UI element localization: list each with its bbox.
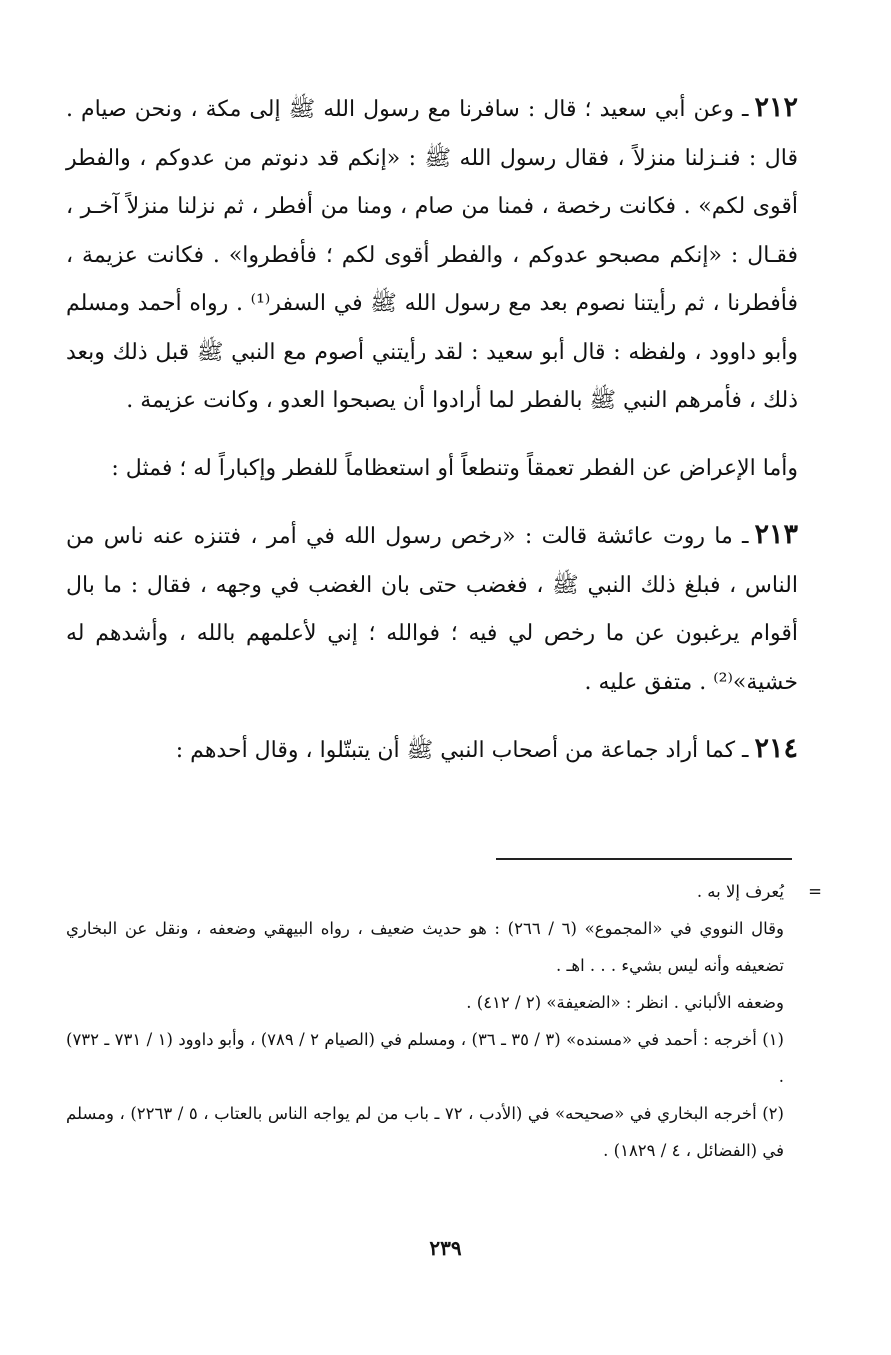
hadith-text: ـ وعن أبي سعيد ؛ قال : سافرنا مع رسول الله ﷺ إلى مكة ، ونحن صيام . قال : فنـزلنا منزلاً ، فقال رسول الله ﷺ : «إنكم قد دنوتم من عدوكم ، والفطر أقوى لكم» . فكانت رخصة ، فمنا من صام ، ومنا من أفطر ، ثم نزلنا منزلاً آخـر ، فقـال : «إنكم مصبحو عدوكم ، والفطر أقوى لكم ؛ فأفطروا» . فكانت عزيمة ، فأفطرنا ، ثم رأيتنا نصوم بعد مع رسول الله ﷺ في السفر⁽¹⁾ . رواه أحمد ومسلم وأبو داوود ، ولفظه : قال أبو سعيد : لقد رأيتني أصوم مع النبي ﷺ قبل ذلك وبعد ذلك ، فأمرهم النبي ﷺ بالفطر لما أرادوا أن يصبحوا العدو ، وكانت عزيمة . bbox=[66, 97, 798, 413]
hadith-number: ٢١٤ bbox=[754, 733, 798, 764]
page-number: ٢٣٩ bbox=[429, 1236, 462, 1260]
hadith-number: ٢١٢ bbox=[754, 92, 798, 123]
footnote-nawawi: وقال النووي في «المجموع» (٦ / ٢٦٦) : هو حديث ضعيف ، رواه البيهقي وضعفه ، ونقل عن البخاري تضعيفه وأنه ليس بشيء . . . اهـ . bbox=[66, 919, 785, 975]
footnote-albani: وضعفه الألباني . انظر : «الضعيفة» (٢ / ٤١٢) . bbox=[466, 993, 784, 1012]
main-text bbox=[66, 84, 798, 776]
hadith-214-paragraph bbox=[66, 725, 798, 776]
footnote-1: (١) أخرجه : أحمد في «مسنده» (٣ / ٣٥ ـ ٣٦) ، ومسلم في (الصيام ٢ / ٧٨٩) ، وأبو داوود (١ / ٧٣١ ـ ٧٣٢) . bbox=[66, 1030, 784, 1086]
hadith-213-paragraph bbox=[66, 511, 798, 707]
hadith-212-paragraph bbox=[66, 84, 798, 426]
hadith-number: ٢١٣ bbox=[754, 519, 798, 550]
footnotes bbox=[66, 873, 822, 1169]
footnote-separator bbox=[496, 858, 792, 860]
transition-paragraph: وأما الإعراض عن الفطر تعمقاً وتنطعاً أو استعظاماً للفطر وإكباراً له ؛ فمثل : bbox=[111, 455, 798, 481]
hadith-text: ـ ما روت عائشة قالت : «رخص رسول الله في أمر ، فتنزه عنه ناس من الناس ، فبلغ ذلك النبي ﷺ ، فغضب حتى بان الغضب في وجهه ، فقال : ما بال أقوام يرغبون عن ما رخص لي فيه ؛ فوالله ؛ إني لأعلمهم بالله ، وأشدهم له خشية»⁽²⁾ . متفق عليه . bbox=[66, 524, 798, 695]
footnote-continuation bbox=[66, 873, 822, 910]
continuation-mark: = bbox=[808, 882, 822, 901]
hadith-text: ـ كما أراد جماعة من أصحاب النبي ﷺ أن يتبتّلوا ، وقال أحدهم : bbox=[175, 738, 749, 763]
footnote-2: (٢) أخرجه البخاري في «صحيحه» في (الأدب ، ٧٢ ـ باب من لم يواجه الناس بالعتاب ، ٥ / ٢٢٦٣) ، ومسلم في (الفضائل ، ٤ / ١٨٢٩) . bbox=[66, 1104, 784, 1160]
footnote-continuation-text: يُعرف إلا به . bbox=[696, 882, 784, 901]
